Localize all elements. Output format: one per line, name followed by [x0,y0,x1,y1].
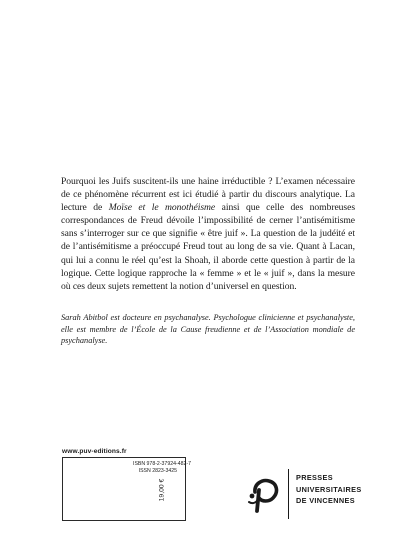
back-cover-blurb [61,175,355,293]
book-title-reference: Moïse et le monothéisme [108,202,216,214]
publisher-name [296,472,362,507]
publisher-website: www.puv-editions.fr [62,448,127,455]
blurb-paragraph [61,175,355,293]
price-text: 19,00 € [158,478,166,502]
author-bio-text: Sarah Abitbol est docteure en psychanalyse. Psychologue clinicienne et psychanalyste, elle est membre de l’École de la Cause freudienne et de l’Association mondiale de psychanalyse. [61,313,355,346]
isbn-number: ISBN 978-2-37924-482-7 [133,461,191,467]
publisher-line-2: UNIVERSITAIRES [296,484,362,494]
logo-divider [288,469,289,519]
publisher-logo-icon [246,472,282,514]
publisher-line-3: DE VINCENNES [296,496,355,505]
author-bio [61,312,355,347]
blurb-text-start: Pourquoi les Juifs suscitent-ils une haine irréductible ? L’examen nécessaire de ce phénomène récurrent est ici étudié à partir du discours analytique. La lecture de [61,176,355,214]
price-label [155,460,169,520]
publisher-line-1: PRESSES [296,473,333,482]
blurb-text-end: ainsi que celle des nombreuses correspondances de Freud dévoile l’impossibilité de cerner l’antisémitisme sans s’interroger sur ce que signifie « être juif ». La question de la judéité et de l’antisémitisme a préoccupé Freud tout au long de sa vie. Quant à Lacan, qui lui a connu le réel qu’est la Shoah, il aborde cette question à partir de la logique. Cette logique rapproche la « femme » et le « juif », dans la mesure où ces deux sujets remettent la notion d’universel en question. [61,202,356,292]
issn-number: ISSN 2823-3425 [138,468,177,474]
